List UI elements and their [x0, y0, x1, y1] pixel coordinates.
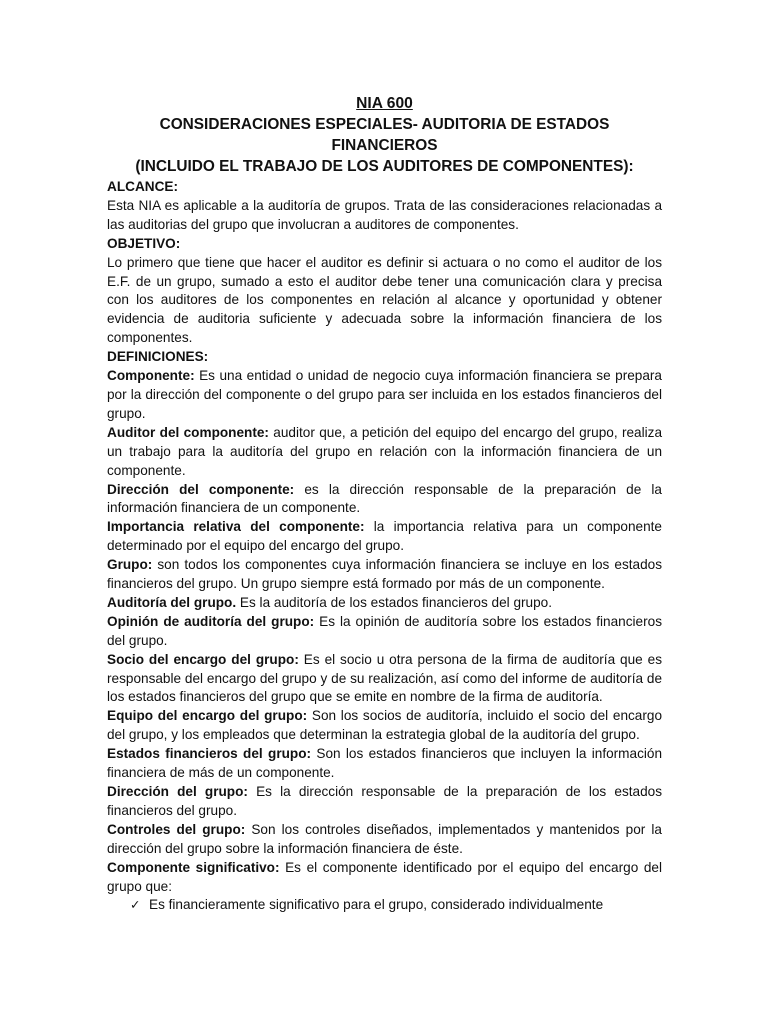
definition-text: Son los socios de auditoría, incluido el socio del encargo del grupo, y los empleados que determinan la estrategia global de la auditoría del grupo.: [107, 708, 663, 743]
definition-item: [107, 651, 662, 708]
definition-term: Estados financieros del grupo:: [107, 746, 312, 762]
definiciones-heading: DEFINICIONES:: [107, 349, 209, 365]
document-subtitle-parenthetical: (INCLUIDO EL TRABAJO DE LOS AUDITORES DE COMPONENTES):: [135, 158, 634, 175]
definition-term: Dirección del grupo:: [107, 784, 248, 799]
definition-text: Es la opinión de auditoría sobre los estados financieros del grupo.: [107, 613, 663, 648]
definition-text: son todos los componentes cuya información financiera se incluye en los estados financieros del grupo. Un grupo siempre está formado por más de un componente.: [107, 557, 662, 592]
objetivo-paragraph: Lo primero que tiene que hacer el auditor es definir si actuara o no como el auditor de los E.F. de un grupo, sumado a esto el auditor debe tener una comunicación clara y precisa con los auditores de los componentes en relación al alcance y oportunidad y obtener evidencia de auditoria suficiente y adecuada sobre la información financiera de los componentes.: [107, 254, 662, 346]
objetivo-heading: OBJETIVO:: [107, 235, 181, 251]
definition-item: [107, 556, 662, 594]
definition-item: [107, 518, 662, 556]
definition-text: Es el socio u otra persona de la firma de auditoría que es responsable del encargo del grupo y de su realización, así como del informe de auditoría de los estados financieros del grupo que se emite en nombre de la firma de auditoría.: [107, 651, 663, 705]
definition-text: Es la auditoría de los estados financieros del grupo.: [236, 594, 553, 610]
definition-item: [107, 594, 662, 613]
definition-text: Son los estados financieros que incluyen la información financiera de más de un componente.: [107, 746, 663, 781]
definition-term: Dirección del componente:: [107, 481, 295, 497]
definition-term: Importancia relativa del componente:: [107, 519, 365, 535]
definition-item: [107, 783, 662, 821]
definition-item: [107, 707, 662, 745]
definition-term: Opinión de auditoría del grupo:: [107, 613, 315, 629]
checklist-text: Es financieramente significativo para el grupo, considerado individualmente: [149, 897, 604, 913]
definition-item: [107, 367, 662, 424]
document-subtitle: CONSIDERACIONES ESPECIALES- AUDITORIA DE ESTADOS FINANCIEROS: [159, 116, 610, 154]
definition-term: Auditoría del grupo.: [107, 594, 237, 610]
definition-item: [107, 613, 662, 651]
definition-text: Es la dirección responsable de la preparación de los estados financieros del grupo.: [107, 784, 662, 818]
alcance-paragraph: Esta NIA es aplicable a la auditoría de grupos. Trata de las consideraciones relacionadas a las auditorias del grupo que involucran a auditores de componentes.: [107, 197, 662, 232]
definition-term: Componente:: [107, 368, 195, 384]
checkmark-icon: ✓: [130, 897, 141, 913]
definition-item: [107, 821, 662, 859]
definition-term: Equipo del encargo del grupo:: [107, 708, 308, 724]
definition-term: Grupo:: [107, 557, 153, 573]
definition-item: [107, 481, 662, 519]
definition-item: [107, 859, 662, 897]
definition-term: Socio del encargo del grupo:: [107, 651, 299, 667]
definition-term: Auditor del componente:: [107, 424, 269, 440]
definition-text: auditor que, a petición del equipo del encargo del grupo, realiza un trabajo para la auditoría del grupo en relación con la información financiera de un componente.: [107, 424, 663, 478]
definition-term: Componente significativo:: [107, 859, 280, 875]
definition-text: es la dirección responsable de la preparación de la información financiera de un componente.: [107, 481, 662, 516]
definition-text: Es una entidad o unidad de negocio cuya información financiera se prepara por la dirección del componente o del grupo para ser incluida en los estados financieros del grupo.: [107, 368, 662, 421]
checklist-item: [107, 896, 662, 915]
definition-item: [107, 424, 662, 481]
definition-item: [107, 745, 662, 783]
definition-term: Controles del grupo:: [107, 821, 246, 837]
alcance-heading: ALCANCE:: [107, 179, 178, 194]
definitions-list: [107, 367, 662, 896]
definition-text: Son los controles diseñados, implementados y mantenidos por la dirección del grupo sobre la información financiera de éste.: [107, 821, 662, 856]
definition-text: Es el componente identificado por el equipo del encargo del grupo que:: [107, 859, 662, 894]
definition-text: la importancia relativa para un componente determinado por el equipo del encargo del grupo.: [107, 519, 662, 554]
document-title: NIA 600: [356, 95, 413, 112]
